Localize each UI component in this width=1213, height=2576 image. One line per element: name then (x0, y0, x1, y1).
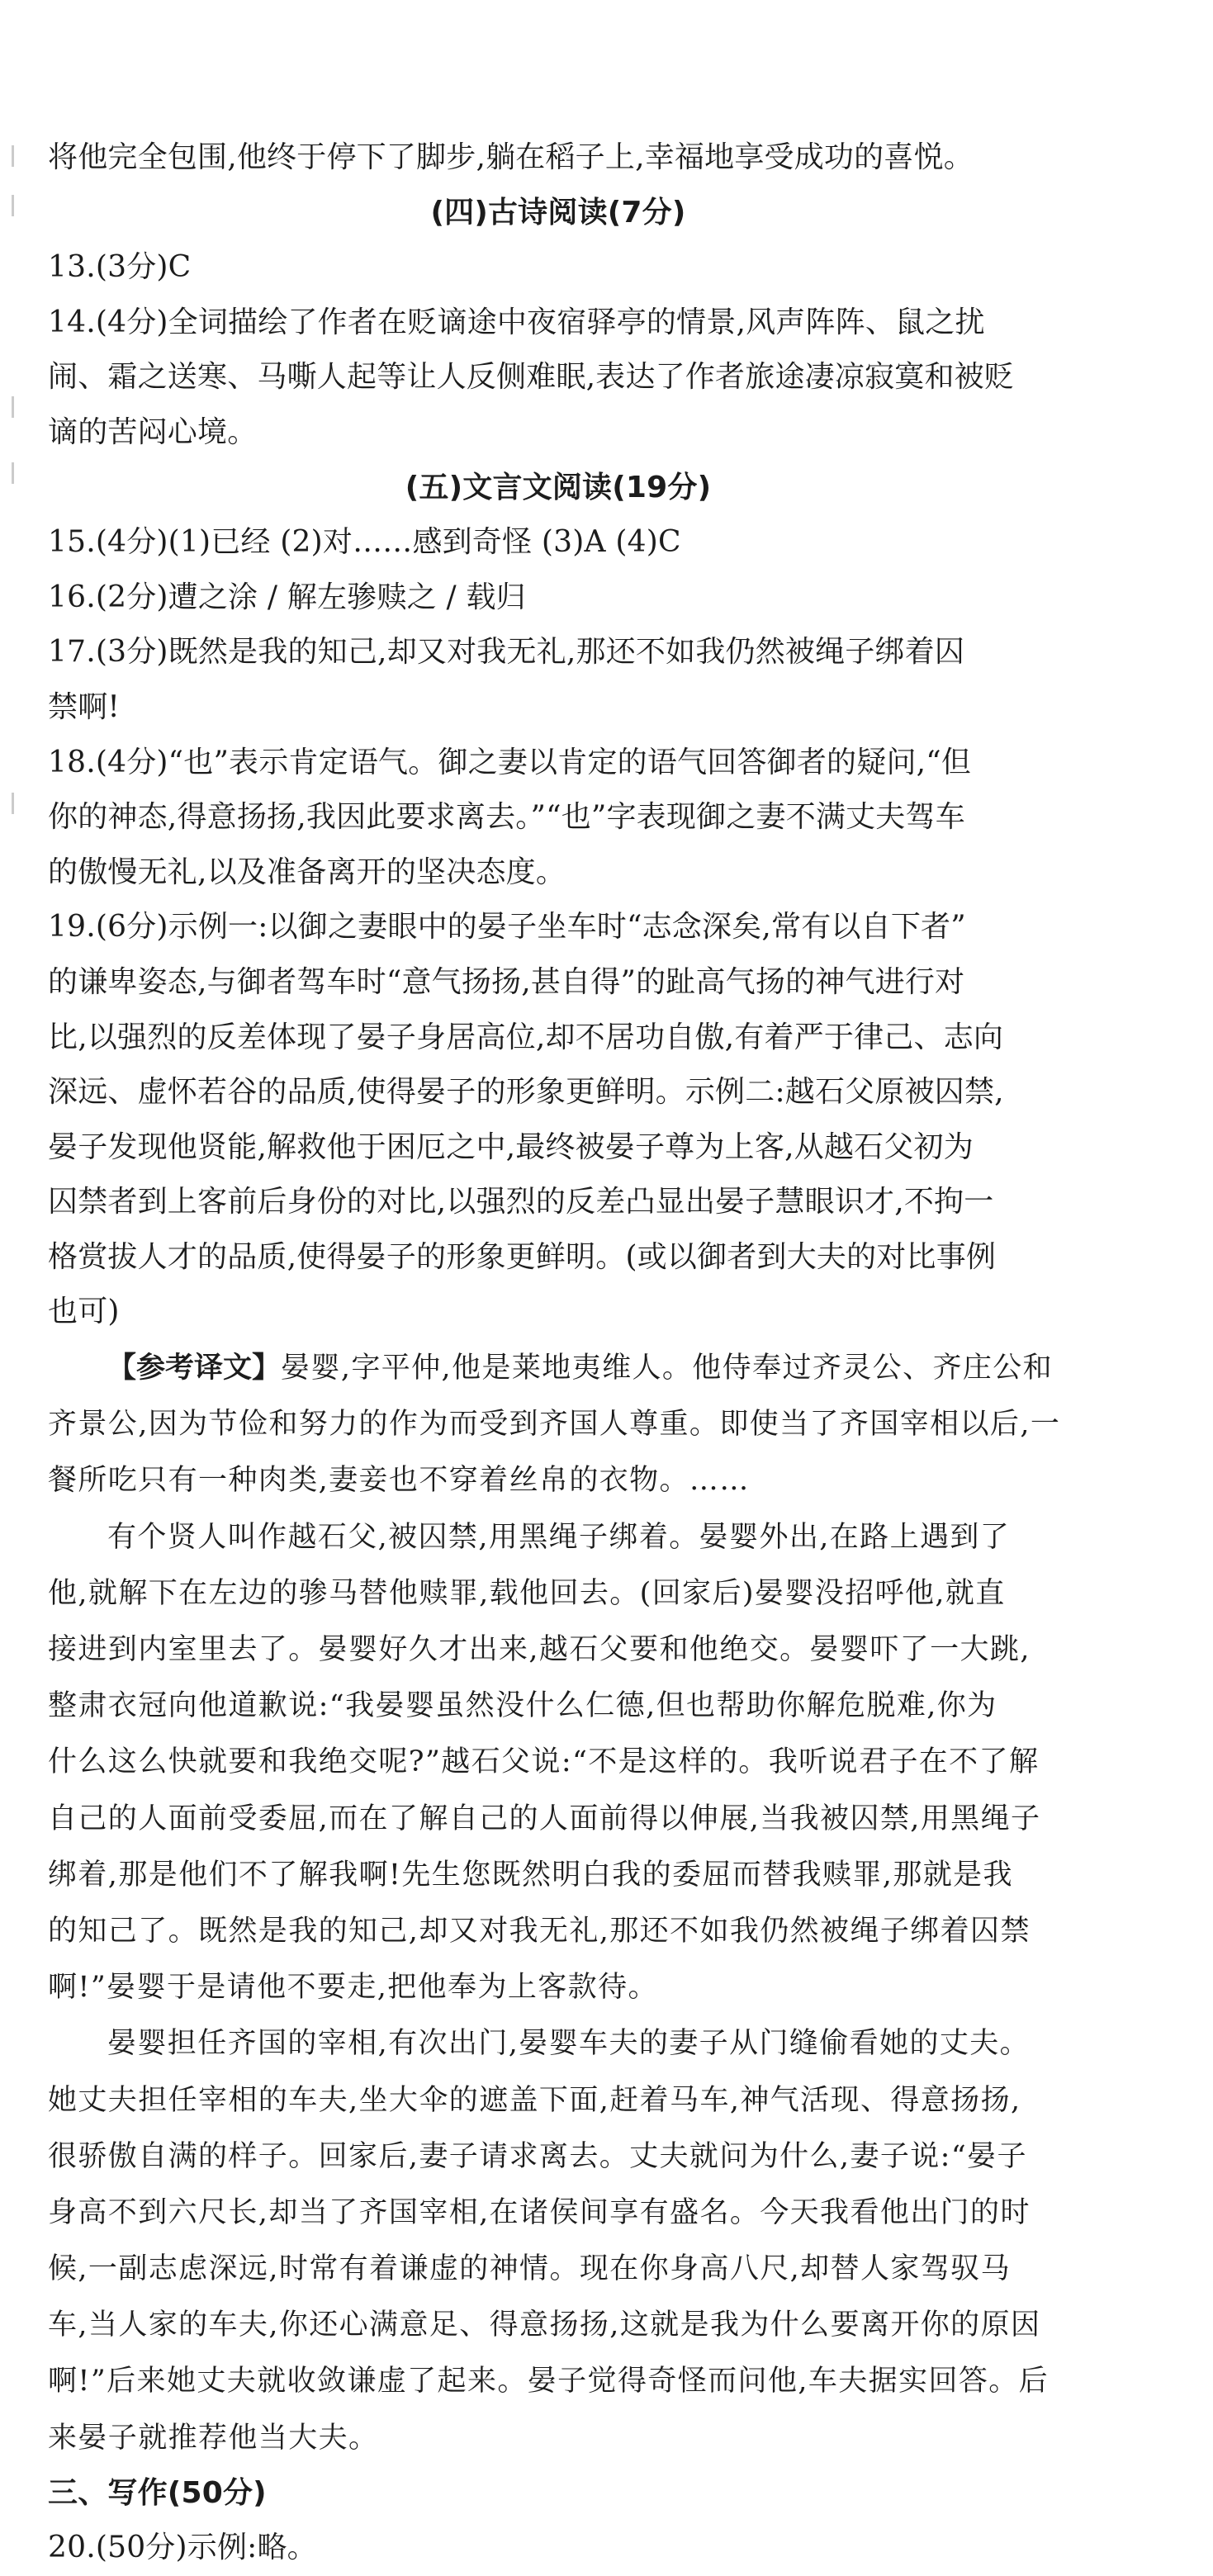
binding-mark (0, 396, 14, 418)
answer-q16: 16.(2分)遭之涂 / 解左骖赎之 / 载归 (48, 580, 526, 614)
answer-q15: 15.(4分)(1)已经 (2)对……感到奇怪 (3)A (4)C (48, 525, 681, 560)
binding-mark (0, 462, 14, 484)
answer-q19-line: 晏子发现他贤能,解救他于困厄之中,最终被晏子尊为上客,从越石父初为 (48, 1129, 974, 1164)
binding-mark (0, 145, 14, 167)
binding-mark (0, 195, 14, 216)
answer-q13: 13.(3分)C (48, 250, 192, 285)
translation-line: 很骄傲自满的样子。回家后,妻子请求离去。丈夫就问为什么,妻子说:“晏子 (48, 2139, 1027, 2173)
translation-line: 自己的人面前受委屈,而在了解自己的人面前得以伸展,当我被囚禁,用黑绳子 (48, 1802, 1041, 1835)
translation-line: 啊!”晏婴于是请他不要走,把他奉为上客款待。 (48, 1971, 658, 2005)
answer-q17-line: 17.(3分)既然是我的知己,却又对我无礼,那还不如我仍然被绳子绑着囚 (48, 635, 965, 670)
section-heading-classical: (五)文言文阅读(19分) (405, 470, 712, 504)
section-heading-poetry: (四)古诗阅读(7分) (430, 195, 686, 230)
answer-q18-line: 的傲慢无礼,以及准备离开的坚决态度。 (48, 855, 566, 889)
answer-q17-line: 禁啊! (48, 689, 121, 724)
answer-q14-line: 闹、霜之送寒、马嘶人起等让人反侧难眠,表达了作者旅途凄凉寂寞和被贬 (48, 360, 1015, 395)
answer-q19-line: 格赏拔人才的品质,使得晏子的形象更鲜明。(或以御者到大夫的对比事例 (48, 1239, 997, 1274)
translation-line: 的知己了。既然是我的知己,却又对我无礼,那还不如我仍然被绳子绑着囚禁 (48, 1914, 1031, 1948)
translation-line: 餐所吃只有一种肉类,妻妾也不穿着丝帛的衣物。…… (48, 1464, 750, 1498)
translation-line: 他,就解下在左边的骖马替他赎罪,载他回去。(回家后)晏婴没招呼他,就直 (48, 1576, 1006, 1610)
answer-page (48, 130, 1068, 2576)
carry-over-line: 将他完全包围,他终于停下了脚步,躺在稻子上,幸福地享受成功的喜悦。 (48, 140, 974, 174)
answer-q19-line: 深远、虚怀若谷的品质,使得晏子的形象更鲜明。示例二:越石父原被囚禁, (48, 1075, 1004, 1110)
binding-mark (0, 793, 14, 814)
answer-q20: 20.(50分)示例:略。 (48, 2531, 317, 2565)
translation-line: 有个贤人叫作越石父,被囚禁,用黑绳子绑着。晏婴外出,在路上遇到了 (107, 1520, 1011, 1554)
translation-line: 车,当人家的车夫,你还心满意足、得意扬扬,这就是我为什么要离开你的原因 (48, 2308, 1041, 2342)
answer-q19-line: 也可) (48, 1295, 120, 1329)
answer-q19-line: 囚禁者到上客前后身份的对比,以强烈的反差凸显出晏子慧眼识才,不拘一 (48, 1185, 994, 1219)
translation-text: 晏婴,字平仲,他是莱地夷维人。他侍奉过齐灵公、齐庄公和 (281, 1352, 1054, 1385)
translation-line: 接进到内室里去了。晏婴好久才出来,越石父要和他绝交。晏婴吓了一大跳, (48, 1633, 1031, 1666)
answer-q19-line: 比,以强烈的反差体现了晏子身居高位,却不居功自傲,有着严于律己、志向 (48, 1020, 1004, 1054)
translation-line: 啊!”后来她丈夫就收敛谦虚了起来。晏子觉得奇怪而问他,车夫据实回答。后 (48, 2365, 1050, 2398)
translation-line: 绑着,那是他们不了解我啊!先生您既然明白我的委屈而替我赎罪,那就是我 (48, 1858, 1013, 1892)
answer-q18-line: 18.(4分)“也”表示肯定语气。御之妻以肯定的语气回答御者的疑问,“但 (48, 745, 972, 779)
translation-label: 【参考译文】 (107, 1352, 282, 1385)
translation-line: 候,一副志虑深远,时常有着谦虚的神情。现在你身高八尺,却替人家驾驭马 (48, 2252, 1011, 2286)
answer-q19-line: 的谦卑姿态,与御者驾车时“意气扬扬,甚自得”的趾高气扬的神气进行对 (48, 964, 965, 999)
translation-line: 她丈夫担任宰相的车夫,坐大伞的遮盖下面,赶着马车,神气活现、得意扬扬, (48, 2083, 1021, 2117)
translation-line: 来晏子就推荐他当大夫。 (48, 2421, 379, 2455)
translation-line: 身高不到六尺长,却当了齐国宰相,在诸侯间享有盛名。今天我看他出门的时 (48, 2195, 1031, 2229)
answer-q19-line: 19.(6分)示例一:以御之妻眼中的晏子坐车时“志念深矣,常有以自下者” (48, 910, 966, 945)
answer-q14-line: 14.(4分)全词描绘了作者在贬谪途中夜宿驿亭的情景,风声阵阵、鼠之扰 (48, 305, 985, 339)
answer-q18-line: 你的神态,得意扬扬,我因此要求离去。”“也”字表现御之妻不满丈夫驾车 (48, 800, 965, 835)
translation-line: 什么这么快就要和我绝交呢?”越石父说:“不是这样的。我听说君子在不了解 (48, 1745, 1040, 1779)
section-heading-writing: 三、写作(50分) (48, 2475, 267, 2510)
translation-line (48, 1340, 1068, 1396)
translation-line: 整肃衣冠向他道歉说:“我晏婴虽然没什么仁德,但也帮助你解危脱难,你为 (48, 1689, 997, 1723)
answer-q14-line: 谪的苦闷心境。 (48, 414, 258, 449)
translation-line: 齐景公,因为节俭和努力的作为而受到齐国人尊重。即使当了齐国宰相以后,一 (48, 1408, 1061, 1442)
translation-line: 晏婴担任齐国的宰相,有次出门,晏婴车夫的妻子从门缝偷看她的丈夫。 (107, 2027, 1031, 2061)
